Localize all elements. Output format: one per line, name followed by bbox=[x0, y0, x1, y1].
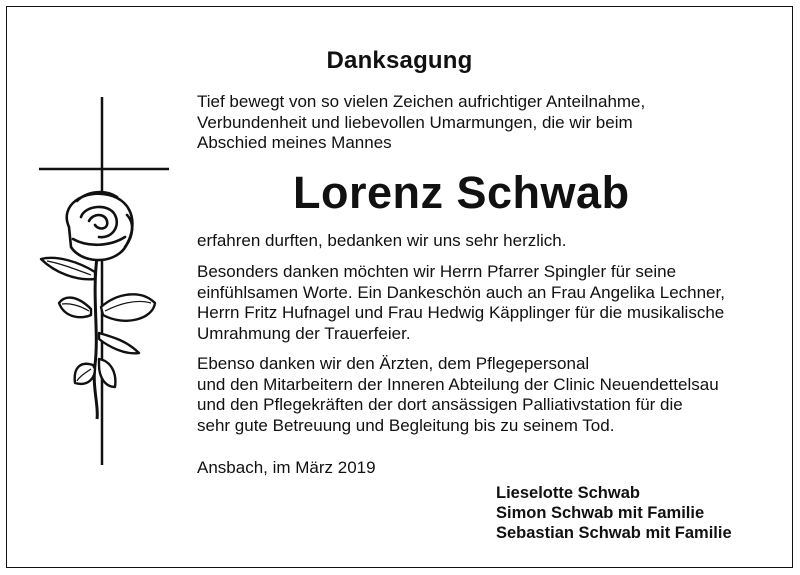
cross-with-rose-icon bbox=[29, 97, 179, 472]
signer: Sebastian Schwab mit Familie bbox=[496, 524, 732, 542]
thanks-line: erfahren durften, bedanken wir uns sehr herzlich. bbox=[197, 231, 567, 250]
paragraph-line: Ebenso danken wir den Ärzten, dem Pflegepersonal bbox=[197, 354, 590, 373]
obituary-card bbox=[6, 6, 793, 568]
gratitude-paragraph-2 bbox=[197, 262, 725, 344]
paragraph-line: einfühlsamen Worte. Ein Dankeschön auch an Frau Angelika Lechner, bbox=[197, 282, 725, 302]
paragraph-line: und den Pflegekräften der dort ansässigen Palliativstation für die bbox=[197, 395, 683, 414]
gratitude-paragraph-3 bbox=[197, 354, 719, 436]
intro-line: Abschied meines Mannes bbox=[197, 133, 392, 152]
paragraph-line: sehr gute Betreuung und Begleitung bis zu seinem Tod. bbox=[197, 415, 615, 435]
deceased-name: Lorenz Schwab bbox=[293, 167, 630, 218]
intro-line: Verbundenheit und liebevollen Umarmungen, die wir beim bbox=[197, 112, 633, 132]
thanks-paragraph bbox=[197, 231, 566, 252]
paragraph-line: Herrn Fritz Hufnagel und Frau Hedwig Käpplinger für die musikalische bbox=[197, 303, 725, 322]
paragraph-line: Umrahmung der Trauerfeier. bbox=[197, 323, 411, 343]
place-and-date: Ansbach, im März 2019 bbox=[197, 458, 376, 477]
signer: Simon Schwab mit Familie bbox=[496, 504, 705, 522]
paragraph-line: Besonders danken möchten wir Herrn Pfarrer Spingler für seine bbox=[197, 262, 677, 281]
signer: Lieselotte Schwab bbox=[496, 484, 640, 502]
heading: Danksagung bbox=[326, 47, 473, 74]
intro-paragraph bbox=[197, 92, 645, 154]
signers-list bbox=[496, 483, 732, 543]
paragraph-line: und den Mitarbeitern der Inneren Abteilung der Clinic Neuendettelsau bbox=[197, 374, 719, 394]
intro-line: Tief bewegt von so vielen Zeichen aufrichtiger Anteilnahme, bbox=[197, 92, 646, 111]
